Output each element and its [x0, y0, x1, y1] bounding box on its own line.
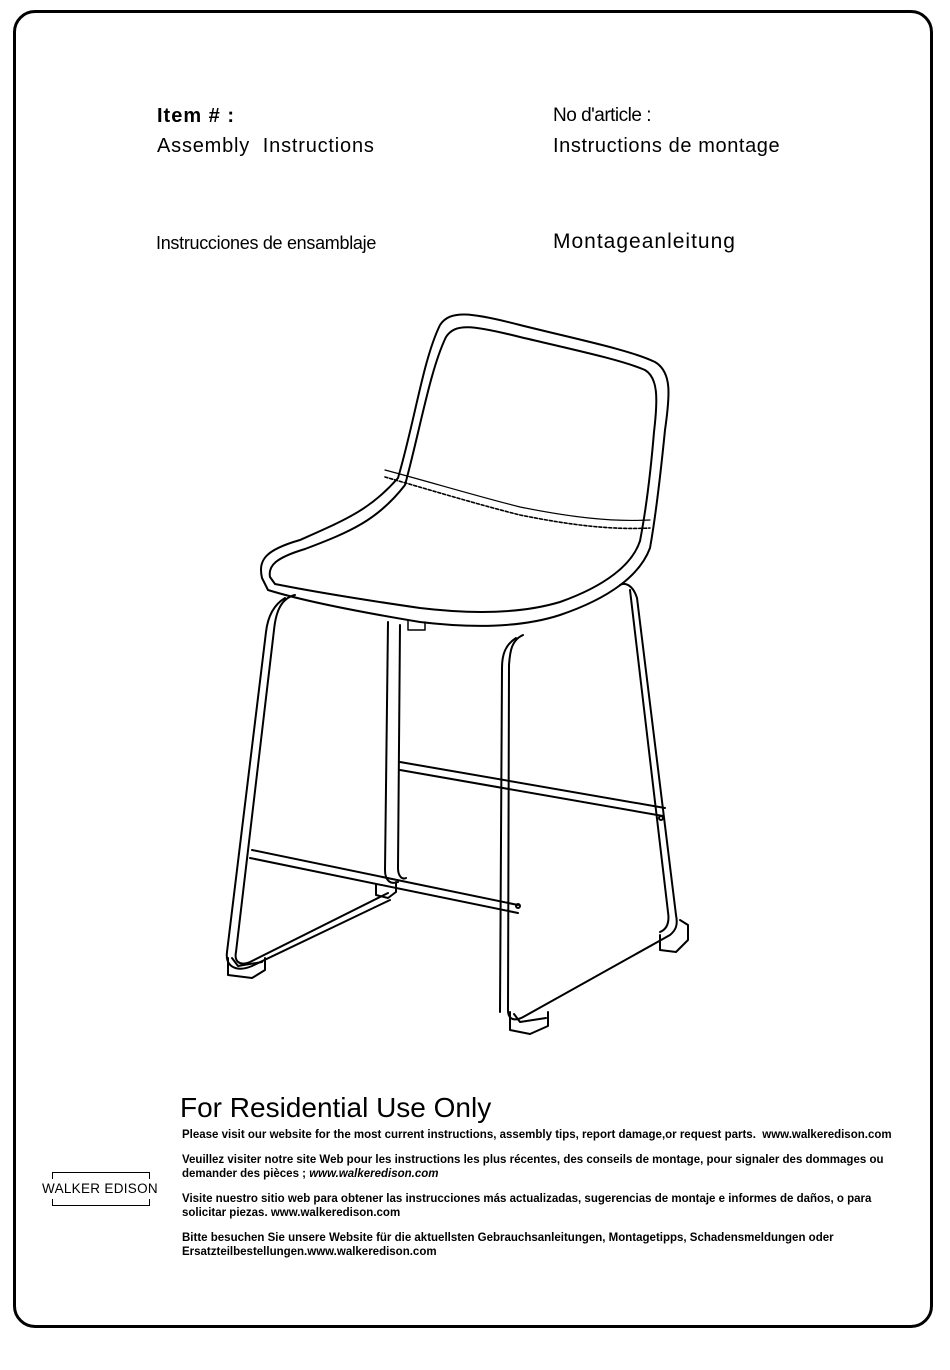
website-note-fr	[182, 1153, 910, 1181]
assembly-instructions-title-de: Montageanleitung	[553, 230, 736, 253]
website-note-es	[182, 1192, 910, 1220]
bar-stool-icon	[215, 305, 705, 1050]
logo-bottom-bracket	[52, 1199, 150, 1206]
website-note-es-text: Visite nuestro sitio web para obtener las instrucciones más actualizadas, sugerencias de montaje e informes de daños, o para solicitar piezas.	[182, 1193, 872, 1219]
website-note-en	[182, 1128, 910, 1142]
website-note-de-text: Bitte besuchen Sie unsere Website für die aktuellsten Gebrauchsanleitungen, Montagetipps, Schadensmeldungen oder Ersatzteilbestellungen.	[182, 1232, 834, 1258]
website-link-en[interactable]: www.walkeredison.com	[762, 1129, 892, 1141]
item-number-label: Item # :	[157, 105, 236, 127]
website-link-de[interactable]: www.walkeredison.com	[307, 1246, 437, 1258]
no-article-label: No d'article :	[553, 105, 652, 126]
website-link-fr[interactable]: www.walkeredison.com	[309, 1168, 439, 1180]
assembly-instructions-title-en: Assembly Instructions	[157, 135, 375, 157]
residential-use-heading: For Residential Use Only	[180, 1092, 492, 1123]
website-note-de	[182, 1231, 910, 1259]
logo-brand-text: WALKER EDISON	[42, 1181, 158, 1196]
walker-edison-logo	[40, 1172, 160, 1206]
logo-top-bracket	[52, 1172, 150, 1179]
website-link-es[interactable]: www.walkeredison.com	[270, 1207, 401, 1219]
assembly-instructions-title-es: Instrucciones de ensamblaje	[156, 233, 377, 253]
website-note-en-text: Please visit our website for the most current instructions, assembly tips, report damage,or request parts.	[182, 1129, 756, 1141]
assembly-instructions-title-fr: Instructions de montage	[553, 135, 781, 157]
website-note-fr-text: Veuillez visiter notre site Web pour les instructions les plus récentes, des conseils de montage, pour signaler des dommages ou demander des pièces ;	[182, 1154, 884, 1180]
